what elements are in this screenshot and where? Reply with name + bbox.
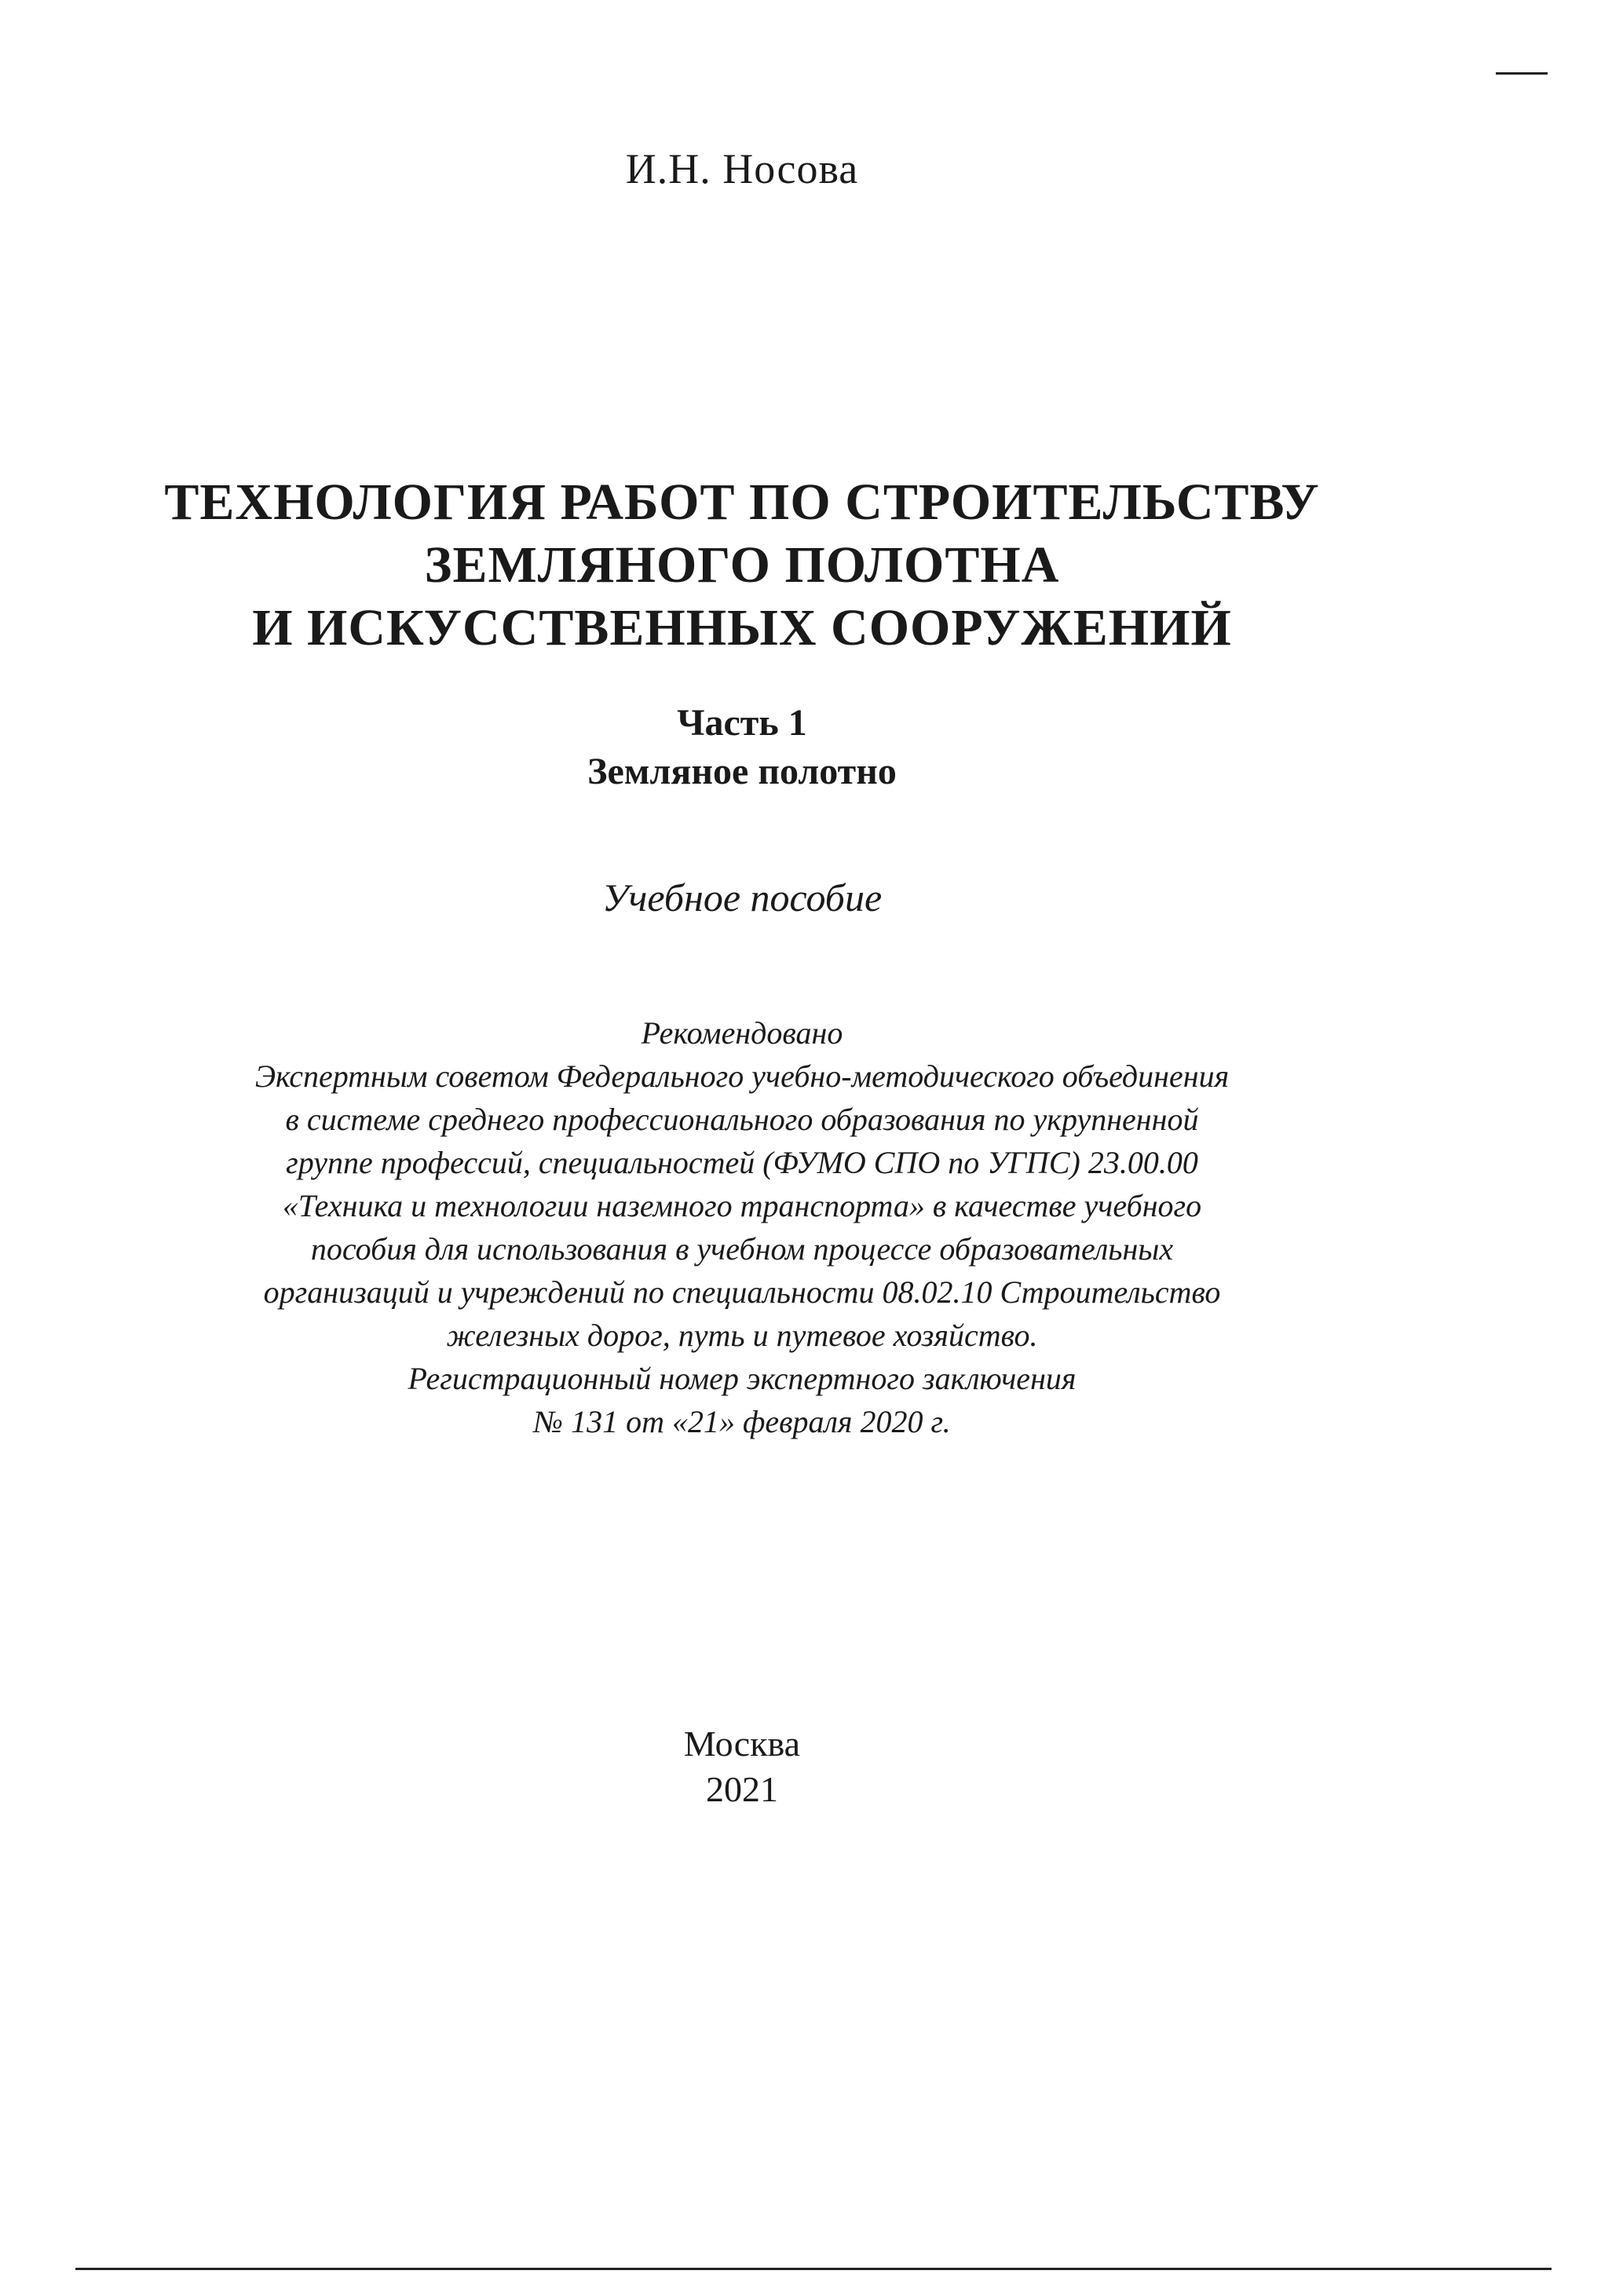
recommendation-line: «Техника и технологии наземного транспорта» в качестве учебного: [282, 1188, 1202, 1223]
recommendation-line: организаций и учреждений по специальности 08.02.10 Строительство: [263, 1274, 1221, 1310]
imprint-year: 2021: [706, 1769, 778, 1809]
recommendation-line: группе профессий, специальностей (ФУМО СПО по УГПС) 23.00.00: [286, 1145, 1198, 1180]
recommendation-line: железных дорог, путь и путевое хозяйство.: [446, 1318, 1038, 1353]
bottom-rule: [75, 2268, 1552, 2270]
recommendation-line: в системе среднего профессионального образования по укрупненной: [285, 1102, 1199, 1137]
part-number: Часть 1: [677, 702, 807, 744]
recommendation-line: Регистрационный номер экспертного заключения: [408, 1361, 1077, 1396]
book-title: [0, 471, 1484, 660]
imprint-city: Москва: [683, 1724, 801, 1764]
title-line: ЗЕМЛЯНОГО ПОЛОТНА: [424, 536, 1060, 594]
title-line: И ИСКУССТВЕННЫХ СООРУЖЕНИЙ: [252, 599, 1232, 656]
recommendation-line: пособия для использования в учебном процессе образовательных: [310, 1231, 1174, 1267]
part-heading: [0, 699, 1484, 796]
recommendation-block: [0, 1011, 1484, 1443]
imprint: [0, 1721, 1484, 1812]
recommendation-line: Экспертным советом Федерального учебно-методического объединения: [254, 1058, 1230, 1094]
recommendation-line: Рекомендовано: [641, 1015, 843, 1051]
recommendation-line: № 131 от «21» февраля 2020 г.: [533, 1404, 951, 1439]
title-line: ТЕХНОЛОГИЯ РАБОТ ПО СТРОИТЕЛЬСТВУ: [164, 473, 1320, 531]
corner-dash: [1496, 72, 1548, 75]
author-name: И.Н. Носова: [625, 145, 859, 192]
part-name: Земляное полотно: [587, 751, 897, 792]
publication-kind: Учебное пособие: [601, 876, 883, 919]
